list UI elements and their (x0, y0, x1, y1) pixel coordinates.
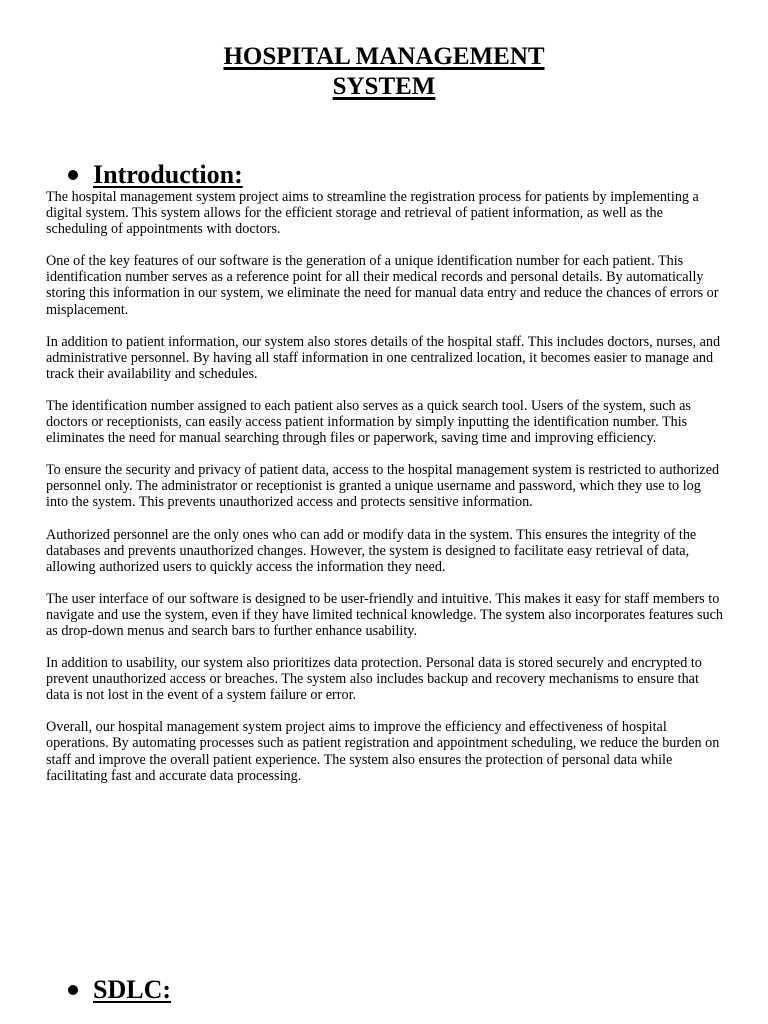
document-title (0, 42, 768, 102)
section-heading-sdlc (68, 975, 171, 1005)
paragraph: To ensure the security and privacy of patient data, access to the hospital management system is restricted to authorized personnel only. The administrator or receptionist is granted a unique username and password, which they use to log into the system. This prevents unauthorized access and protects sensitive information. (46, 462, 720, 511)
title-line-1: HOSPITAL MANAGEMENT (223, 43, 545, 70)
paragraph: The identification number assigned to each patient also serves as a quick search tool. Users of the system, such as doctors or receptionists, can easily access patient information by simply inputting the identification number. This eliminates the need for manual searching through files or paperwork, saving time and improving efficiency. (46, 397, 691, 447)
section-heading-introduction (68, 160, 243, 190)
paragraph: Overall, our hospital management system project aims to improve the efficiency and effectiveness of hospital operations. By automating processes such as patient registration and appointment scheduling, we reduce the burden on staff and improve the overall patient experience. The system also ensures the protection of personal data while facilitating fast and accurate data processing. (46, 719, 720, 784)
bullet-icon (68, 170, 78, 180)
paragraph: In addition to patient information, our system also stores details of the hospital staff. This includes doctors, nurses, and administrative personnel. By having all staff information in one centralized location, it becomes easier to manage and track their availability and schedules. (46, 333, 721, 382)
paragraph: Authorized personnel are the only ones who can add or modify data in the system. This ensures the integrity of the databases and prevents unauthorized changes. However, the system is designed to facilitate easy retrieval of data, allowing authorized users to quickly access the information they need. (46, 526, 697, 575)
paragraph: In addition to usability, our system also prioritizes data protection. Personal data is stored securely and encrypted to prevent unauthorized access or breaches. The system also includes backup and recovery mechanisms to ensure that data is not lost in the event of a system failure or error. (46, 655, 702, 704)
paragraph: The user interface of our software is designed to be user-friendly and intuitive. This makes it easy for staff members to navigate and use the system, even if they have limited technical knowledge. The system also incorporates features such as drop-down menus and search bars to further enhance usability. (46, 590, 723, 639)
bullet-icon (68, 985, 78, 995)
paragraph: One of the key features of our software is the generation of a unique identification number for each patient. This identification number serves as a reference point for all their medical records and personal details. By automatically storing this information in our system, we eliminate the need for manual data entry and reduce the chances of errors or misplacement. (46, 253, 719, 318)
section-heading-text: Introduction: (93, 160, 243, 189)
introduction-body (46, 189, 726, 800)
section-heading-text: SDLC: (93, 975, 172, 1004)
title-line-2: SYSTEM (332, 73, 436, 100)
paragraph: The hospital management system project aims to streamline the registration process for patients by implementing a digital system. This system allows for the efficient storage and retrieval of patient information, as well as the scheduling of appointments with doctors. (46, 189, 699, 238)
